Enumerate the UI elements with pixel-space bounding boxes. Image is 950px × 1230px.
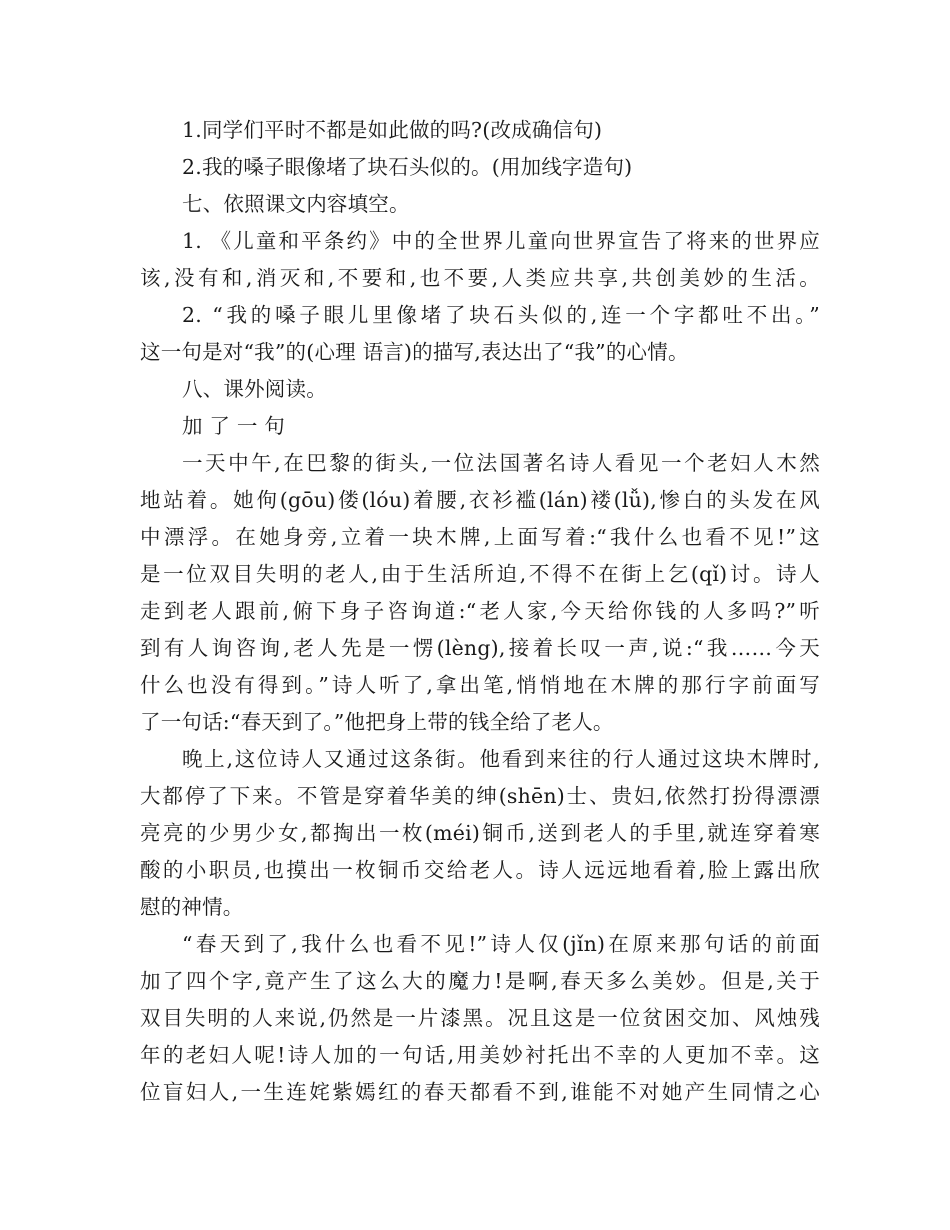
paragraph-line: 1. 《儿童和平条约》中的全世界儿童向世界宣告了将来的世界应 [182,229,820,253]
section-heading: 七、依照课文内容填空。 [182,192,410,216]
paragraph-line: 什么也没有得到。”诗人听了,拿出笔,悄悄地在木牌的那行字前面写 [140,673,820,697]
paragraph-line: 亮亮的少男少女,都掏出一枚(méi)铜币,送到老人的手里,就连穿着寒 [140,821,820,845]
paragraph-line: 年的老妇人呢!诗人加的一句话,用美妙衬托出不幸的人更加不幸。这 [140,1043,820,1067]
paragraph-line: 中漂浮。在她身旁,立着一块木牌,上面写着:“我什么也看不见!”这 [140,525,820,549]
paragraph-line: 2. “我的嗓子眼儿里像堵了块石头似的,连一个字都吐不出。” [182,303,820,327]
question-line: 1.同学们平时不都是如此做的吗?(改成确信句) [182,118,603,142]
paragraph-line: 地站着。她佝(gōu)偻(lóu)着腰,衣衫褴(lán)褛(lǚ),惨白的头发在风 [140,488,820,512]
question-line: 2.我的嗓子眼像堵了块石头似的。(用加线字造句) [182,155,633,179]
paragraph-line: 酸的小职员,也摸出一枚铜币交给老人。诗人远远地看着,脸上露出欣 [140,858,820,882]
paragraph-line: 了一句话:“春天到了。”他把身上带的钱全给了老人。 [140,710,614,734]
paragraph-line: 这一句是对“我”的(心理 语言)的描写,表达出了“我”的心情。 [140,340,689,364]
section-heading: 八、课外阅读。 [182,377,327,401]
paragraph-line: 慰的神情。 [140,895,244,919]
paragraph-line: 大都停了下来。不管是穿着华美的绅(shēn)士、贵妇,依然打扮得漂漂 [140,784,820,808]
paragraph-line: 该,没有和,消灭和,不要和,也不要,人类应共享,共创美妙的生活。 [140,266,820,290]
paragraph-line: 走到老人跟前,俯下身子咨询道:“老人家,今天给你钱的人多吗?”听 [140,599,820,623]
paragraph-line: “春天到了,我什么也看不见!”诗人仅(jǐn)在原来那句话的前面 [182,932,820,956]
paragraph-line: 双目失明的人来说,仍然是一片漆黑。况且这是一位贫困交加、风烛残 [140,1006,820,1030]
paragraph-line: 是一位双目失明的老人,由于生活所迫,不得不在街上乞(qǐ)讨。诗人 [140,562,820,586]
paragraph-line: 晚上,这位诗人又通过这条街。他看到来往的行人通过这块木牌时, [182,747,820,771]
paragraph-line: 一天中午,在巴黎的街头,一位法国著名诗人看见一个老妇人木然 [182,451,820,475]
paragraph-line: 到有人询咨询,老人先是一愣(lèng),接着长叹一声,说:“我……今天 [140,636,820,660]
paragraph-line: 加了四个字,竟产生了这么大的魔力!是啊,春天多么美妙。但是,关于 [140,969,820,993]
document-page [140,112,820,1111]
story-title: 加 了 一 句 [182,414,285,438]
paragraph-line: 位盲妇人,一生连姹紫嫣红的春天都看不到,谁能不对她产生同情之心 [140,1080,820,1104]
